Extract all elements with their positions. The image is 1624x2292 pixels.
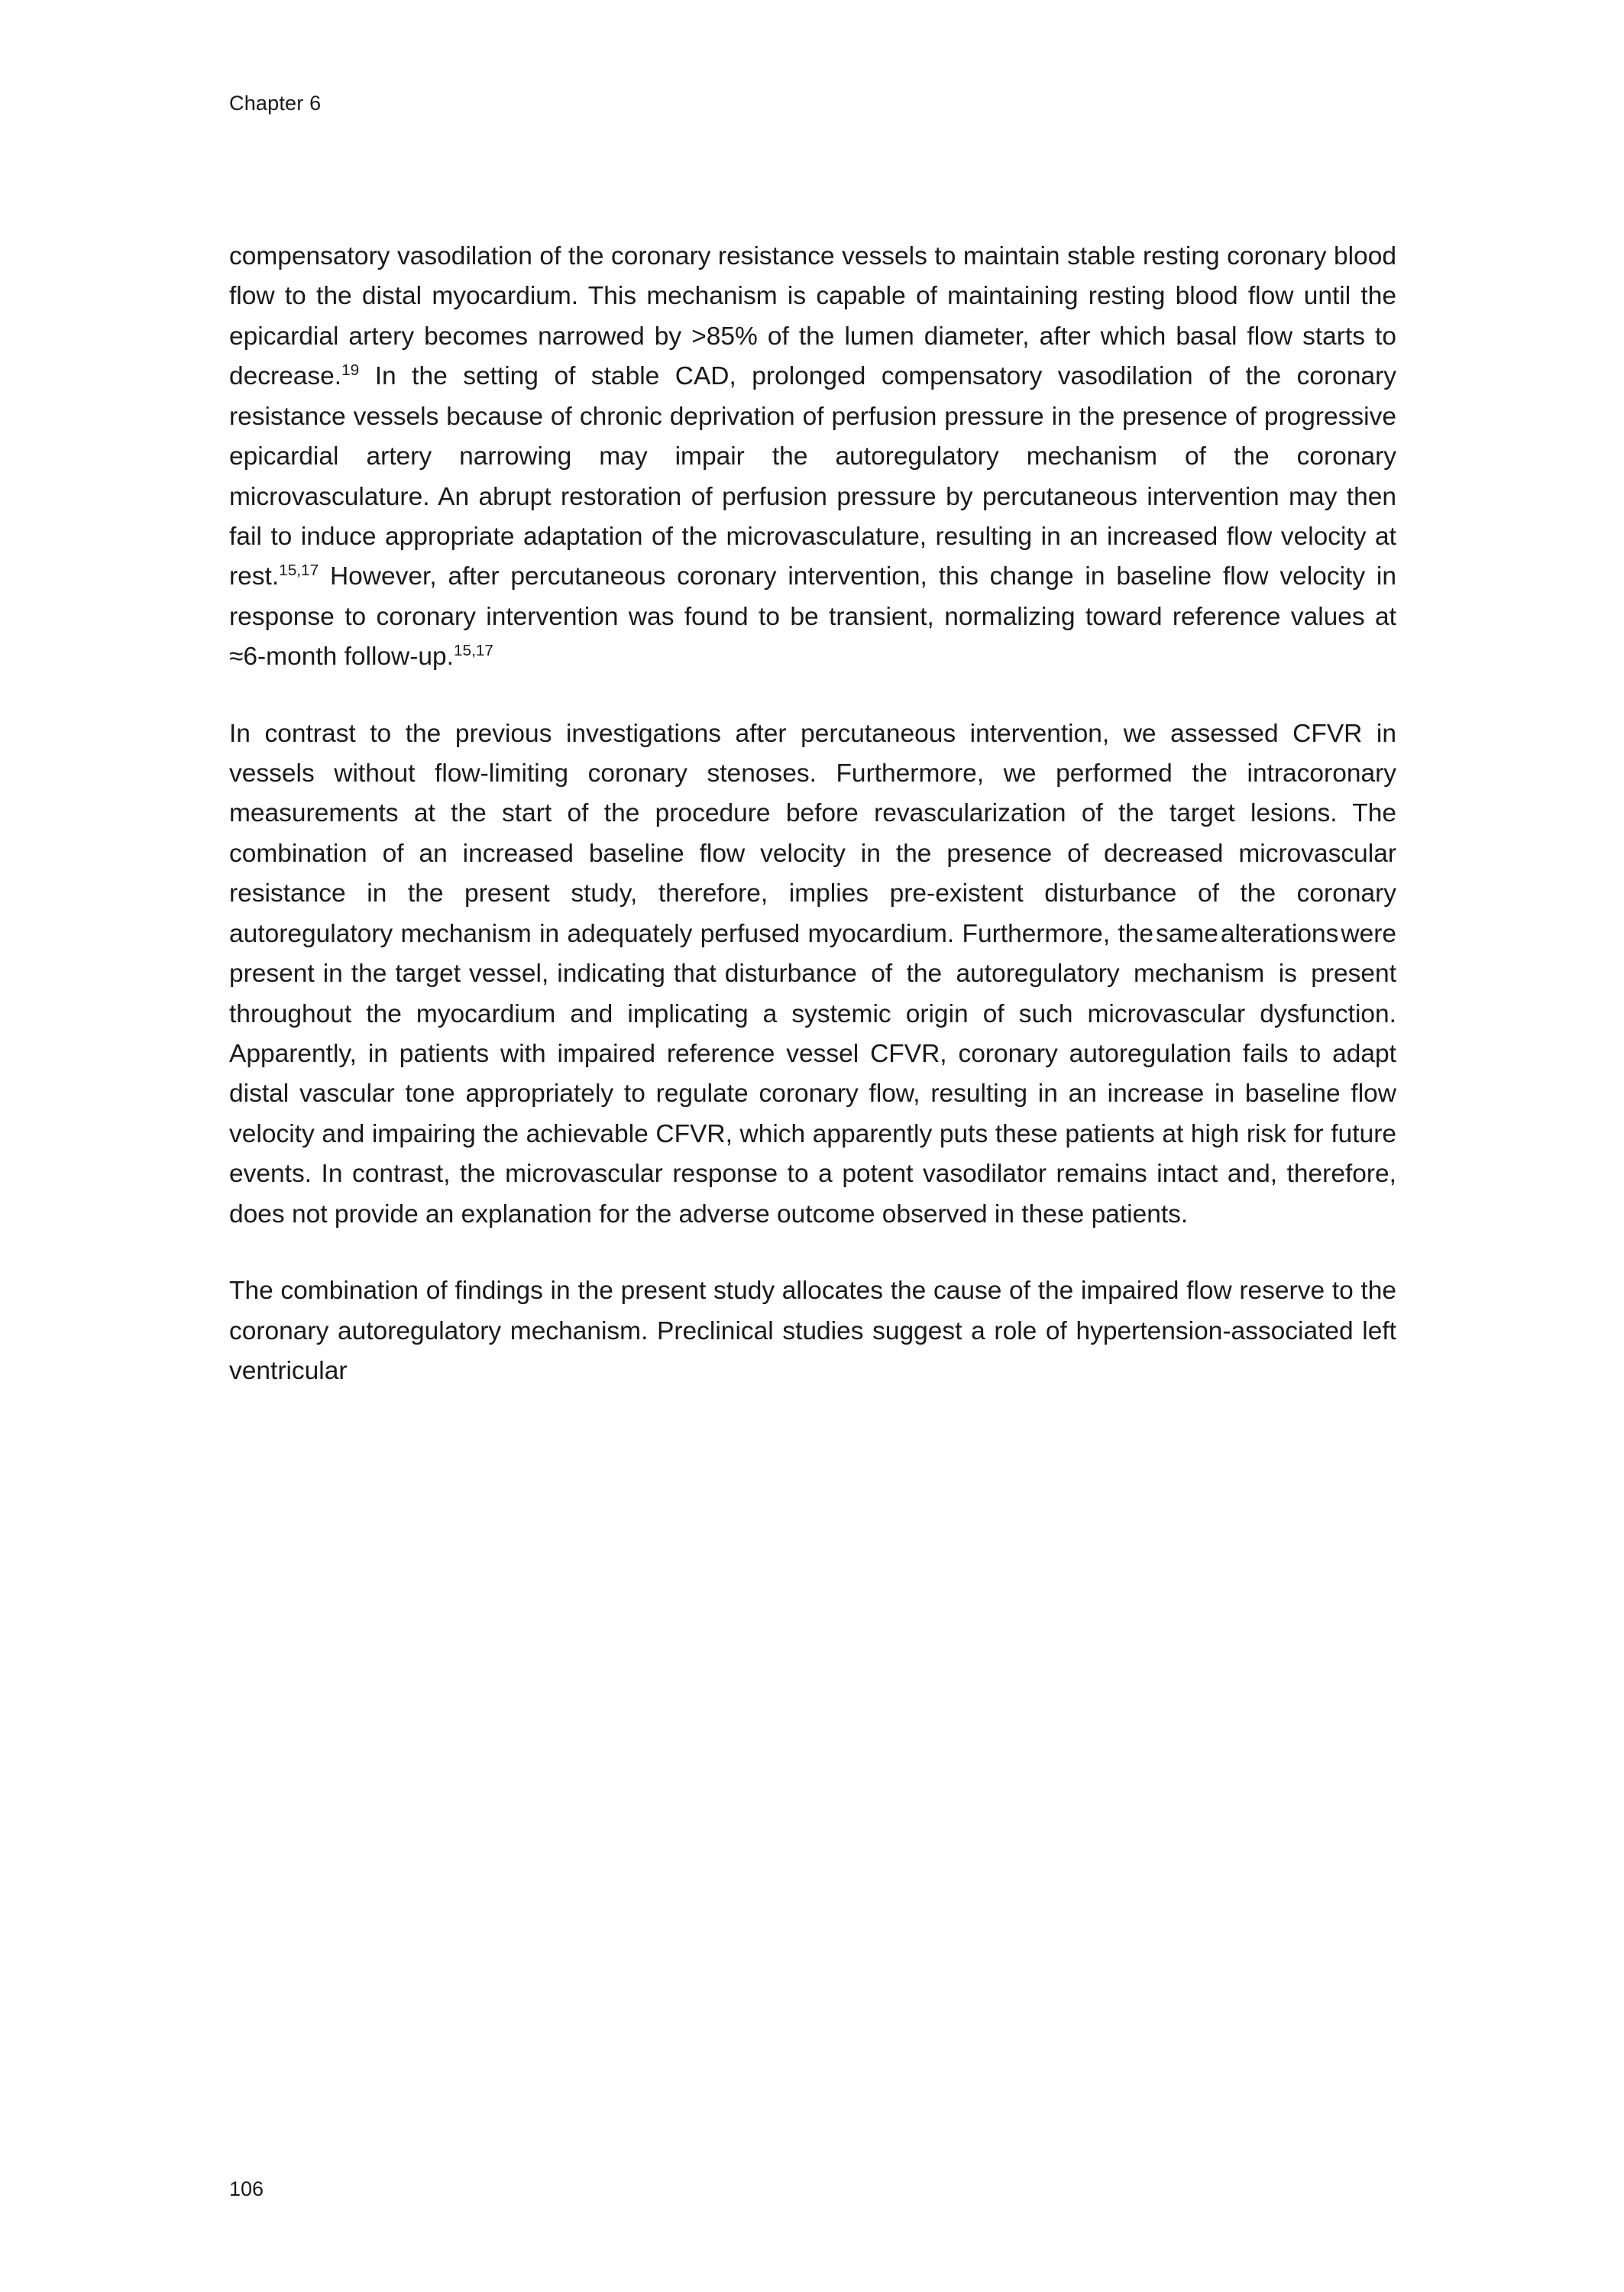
text-run: In the setting of stable CAD, prolonged compensatory vasodilation of the coronary resistance vessels because of chronic deprivation of perfusion pressure in the presence of progressive epicardial artery narrowing may impair the autoregulatory mechanism of the coronary microvasculature. An abrupt restoration of perfusion pressure by percutaneous intervention may then fail to induce appropriate adaptation of the microvasculature, resulting in an increased flow velocity at rest.	[229, 362, 1396, 591]
reference-superscript: 15,17	[279, 562, 319, 580]
text-run: of the autoregulatory mechanism is present throughout the myocardium and implicating a systemic origin of such microvascular dysfunction. Apparently, in patients with impaired reference vessel CFVR, coronary autoregulation fails to adapt distal vascular tone appropriately to regulate coronary flow, resulting in an increase in baseline flow velocity and impairing the achievable CFVR, which apparently puts these patients at high risk for future events. In contrast, the microvascular response to a potent vasodilator remains intact and, therefore, does not provide an explanation for the adverse outcome observed in these patients.	[229, 960, 1396, 1229]
body-paragraph	[229, 237, 1396, 678]
body-paragraph	[229, 714, 1396, 1235]
page-body	[229, 237, 1396, 1391]
body-paragraph	[229, 1271, 1396, 1391]
text-run: However, after percutaneous coronary intervention, this change in baseline flow velocity in response to coronary intervention was found to be transient, normalizing toward reference values at ≈6-month follow-up.	[229, 562, 1396, 672]
running-head: Chapter 6	[229, 92, 322, 115]
text-run: In contrast to the previous investigations after percutaneous intervention, we assessed CFVR in vessels without flow-limiting coronary stenoses. Furthermore, we performed the intracoronary measurements at the start of the procedure before revascularization of the target lesions. The combination of an increased baseline flow velocity in the presence of decreased microvascular resistance in the present study, therefore, implies pre-existent disturbance of the coronary autoregulatory mechanism in adequately perfused myocardium. Furthermore,	[229, 719, 1396, 948]
reference-superscript: 15,17	[453, 642, 493, 660]
text-run: The combination of findings in the present study allocates the cause of the impaired flow reserve to the coronary autoregulatory mechanism. Preclinical studies suggest a role of hypertension-associated left ventricular	[229, 1277, 1396, 1385]
reference-superscript: 19	[341, 361, 360, 380]
tight-set-run: the same alterations were present in the target vessel, indicating that disturbance	[229, 919, 1396, 989]
page-number: 106	[229, 2177, 264, 2200]
text-run: compensatory vasodilation of the coronary resistance vessels to maintain stable resting coronary blood flow to the distal myocardium. This mechanism is capable of maintaining resting blood flow until the epicardial artery becomes narrowed by >85% of the lumen diameter, after which basal flow starts to decrease.	[229, 242, 1396, 391]
